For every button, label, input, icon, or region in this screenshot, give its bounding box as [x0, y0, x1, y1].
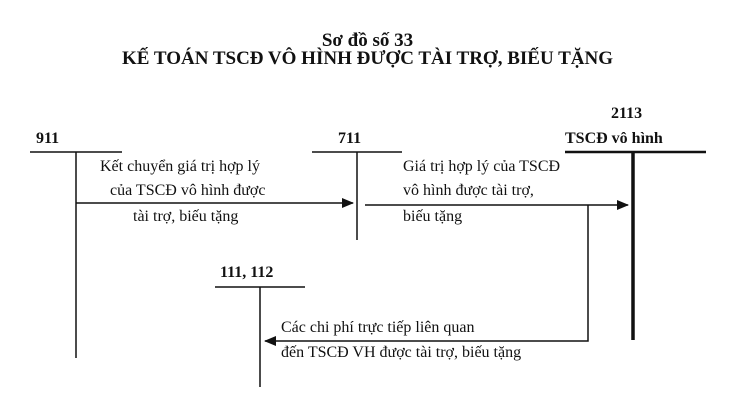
account-911-t — [30, 152, 122, 358]
account-2113-name: TSCĐ vô hình — [565, 130, 663, 147]
account-711-t — [312, 152, 402, 240]
flow-711-2113-text-line1: Giá trị hợp lý của TSCĐ — [403, 158, 561, 175]
diagram-title: KẾ TOÁN TSCĐ VÔ HÌNH ĐƯỢC TÀI TRỢ, BIẾU TẶNG — [122, 48, 613, 69]
account-2113-t — [565, 152, 706, 340]
flow-2113-111-text-line1: Các chi phí trực tiếp liên quan — [281, 319, 475, 336]
flow-711-2113-text-line3: biếu tặng — [403, 208, 463, 225]
account-2113-code: 2113 — [611, 105, 643, 122]
flow-711-2113-text-line2: vô hình được tài trợ, — [403, 182, 534, 199]
flow-911-711-text-line3: tài trợ, biếu tặng — [133, 208, 239, 225]
diagram-title-number: Sơ đồ số 33 — [321, 30, 414, 51]
account-911-code: 911 — [36, 130, 60, 147]
account-711-code: 711 — [338, 130, 362, 147]
flow-911-711-text-line2: của TSCĐ vô hình được — [110, 182, 266, 199]
flow-911-711-text-line1: Kết chuyển giá trị hợp lý — [100, 158, 260, 175]
flow-2113-111-text-line2: đến TSCĐ VH được tài trợ, biếu tặng — [281, 344, 522, 361]
account-111-112-code: 111, 112 — [220, 264, 274, 281]
